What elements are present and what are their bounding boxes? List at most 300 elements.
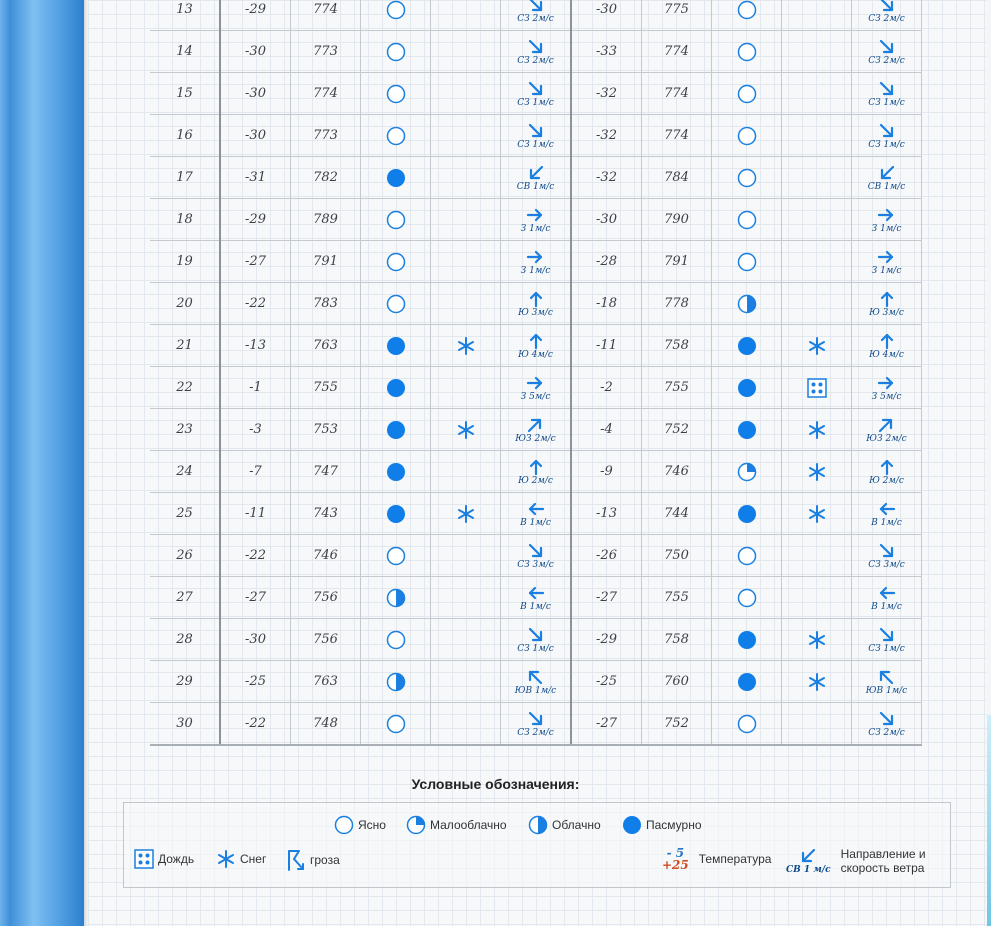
temperature-evening-cell: -2 (571, 367, 642, 409)
phenomena-day-cell (431, 409, 501, 451)
phenomena-day-cell (431, 535, 501, 577)
wind-arrow-icon (878, 0, 896, 14)
wind-label: СЗ 2м/с (517, 13, 554, 24)
cloudiness-evening-cell (712, 199, 782, 241)
snow-icon (456, 504, 476, 524)
clear-sky-icon (386, 714, 406, 734)
day-cell: 14 (150, 31, 220, 73)
legend-temperature (662, 847, 771, 871)
snow-icon (456, 336, 476, 356)
cloudiness-day-cell (361, 619, 431, 661)
temperature-day-cell: -30 (220, 115, 291, 157)
clear-sky-icon (737, 252, 757, 272)
wind-day-cell (501, 115, 572, 157)
wind-indicator (518, 458, 553, 486)
diary-row (150, 703, 922, 746)
overcast-icon (737, 378, 757, 398)
phenomena-day-cell (431, 661, 501, 703)
temperature-day-cell: -27 (220, 241, 291, 283)
cloudiness-evening-cell (712, 31, 782, 73)
wind-label: В 1м/с (871, 601, 902, 612)
wind-indicator (517, 542, 554, 570)
wind-label: СЗ 1м/с (517, 643, 554, 654)
pressure-day-cell: 753 (291, 409, 361, 451)
day-cell: 26 (150, 535, 220, 577)
wind-day-cell (501, 0, 572, 31)
legend-snow (216, 849, 266, 869)
wind-label: В 1м/с (871, 517, 902, 528)
pressure-day-cell: 756 (291, 577, 361, 619)
wind-evening-cell (852, 661, 922, 703)
clear-sky-icon (737, 588, 757, 608)
wind-evening-cell (852, 619, 922, 661)
wind-label: СЗ 1м/с (517, 139, 554, 150)
cloudiness-day-cell (361, 0, 431, 31)
legend-storm (286, 849, 340, 871)
diary-row (150, 451, 922, 493)
legend-box (123, 802, 951, 888)
phenomena-evening-cell (782, 115, 852, 157)
temperature-evening-cell: -30 (571, 199, 642, 241)
phenomena-evening-cell (782, 367, 852, 409)
cloudy-icon (386, 672, 406, 692)
phenomena-evening-cell (782, 661, 852, 703)
temperature-day-cell: -22 (220, 283, 291, 325)
temperature-evening-cell: -4 (571, 409, 642, 451)
day-cell: 30 (150, 703, 220, 746)
wind-arrow-icon (527, 458, 545, 476)
pressure-evening-cell: 746 (642, 451, 712, 493)
diary-row (150, 619, 922, 661)
phenomena-evening-cell (782, 451, 852, 493)
wind-label: СЗ 3м/с (868, 559, 905, 570)
wind-arrow-icon (878, 122, 896, 140)
pressure-day-cell: 747 (291, 451, 361, 493)
wind-arrow-icon (527, 710, 545, 728)
wind-indicator (520, 584, 551, 612)
cloudy-icon (737, 294, 757, 314)
wind-label: СЗ 1м/с (868, 643, 905, 654)
temperature-day-cell: -30 (220, 31, 291, 73)
wind-indicator (868, 122, 905, 150)
cloudiness-evening-cell (712, 283, 782, 325)
cloudiness-evening-cell (712, 619, 782, 661)
pressure-day-cell: 783 (291, 283, 361, 325)
phenomena-day-cell (431, 577, 501, 619)
wind-label: З 5м/с (871, 391, 902, 402)
day-cell: 18 (150, 199, 220, 241)
phenomena-day-cell (431, 619, 501, 661)
legend-temperature-label: Температура (698, 852, 772, 866)
wind-evening-cell (852, 703, 922, 746)
pressure-day-cell: 773 (291, 31, 361, 73)
wind-arrow-icon (878, 710, 896, 728)
pressure-evening-cell: 791 (642, 241, 712, 283)
wind-sample-label: СВ 1 м/с (786, 865, 831, 875)
wind-arrow-icon (878, 458, 896, 476)
temperature-day-cell: -30 (220, 73, 291, 115)
overcast-icon (622, 815, 642, 835)
wind-arrow-icon (878, 164, 896, 182)
wind-arrow-icon (527, 0, 545, 14)
temperature-evening-cell: -32 (571, 115, 642, 157)
wind-day-cell (501, 199, 572, 241)
wind-label: ЮВ 1м/с (865, 685, 908, 696)
temperature-evening-cell: -32 (571, 73, 642, 115)
wind-arrow-icon (877, 248, 895, 266)
cloudiness-day-cell (361, 325, 431, 367)
temperature-evening-cell: -18 (571, 283, 642, 325)
wind-day-cell (501, 157, 572, 199)
wind-indicator (517, 122, 554, 150)
diary-row (150, 0, 922, 31)
wind-evening-cell (852, 577, 922, 619)
temperature-evening-cell: -33 (571, 31, 642, 73)
day-cell: 21 (150, 325, 220, 367)
overcast-icon (737, 420, 757, 440)
pressure-evening-cell: 774 (642, 31, 712, 73)
snow-icon (807, 420, 827, 440)
wind-indicator (868, 710, 905, 738)
wind-day-cell (501, 283, 572, 325)
wind-arrow-icon (878, 584, 896, 602)
diary-row (150, 325, 922, 367)
legend-overcast-label: Пасмурно (646, 818, 702, 832)
wind-indicator (868, 38, 905, 66)
wind-arrow-icon (877, 374, 895, 392)
pressure-evening-cell: 758 (642, 325, 712, 367)
pressure-evening-cell: 784 (642, 157, 712, 199)
diary-row (150, 115, 922, 157)
wind-label: СЗ 1м/с (868, 139, 905, 150)
wind-indicator (520, 500, 551, 528)
wind-evening-cell (852, 73, 922, 115)
wind-arrow-icon (527, 542, 545, 560)
wind-label: З 1м/с (520, 223, 551, 234)
wind-label: З 1м/с (871, 265, 902, 276)
wind-arrow-icon (527, 38, 545, 56)
pressure-evening-cell: 750 (642, 535, 712, 577)
legend-rain (134, 849, 194, 869)
thunderstorm-icon (286, 849, 306, 871)
overcast-icon (386, 336, 406, 356)
cloudiness-evening-cell (712, 73, 782, 115)
wind-indicator (521, 248, 551, 276)
clear-sky-icon (386, 42, 406, 62)
legend-wind-label-2: скорость ветра (840, 861, 925, 875)
wind-day-cell (501, 661, 572, 703)
cloudiness-day-cell (361, 31, 431, 73)
phenomena-day-cell (431, 157, 501, 199)
cloudiness-evening-cell (712, 367, 782, 409)
wind-day-cell (501, 409, 572, 451)
wind-label: ЮЗ 2м/с (515, 433, 556, 444)
day-cell: 15 (150, 73, 220, 115)
phenomena-evening-cell (782, 619, 852, 661)
wind-label: В 1м/с (520, 601, 551, 612)
wind-indicator (866, 416, 906, 444)
phenomena-evening-cell (782, 703, 852, 746)
diary-row (150, 661, 922, 703)
clear-sky-icon (737, 546, 757, 566)
wind-arrow-icon (799, 847, 817, 865)
pressure-day-cell: 791 (291, 241, 361, 283)
day-cell: 24 (150, 451, 220, 493)
diary-row (150, 493, 922, 535)
pressure-day-cell: 789 (291, 199, 361, 241)
cloudiness-evening-cell (712, 535, 782, 577)
wind-evening-cell (852, 367, 922, 409)
wind-arrow-icon (878, 38, 896, 56)
cloudiness-evening-cell (712, 157, 782, 199)
diary-row (150, 199, 922, 241)
wind-day-cell (501, 367, 572, 409)
clear-sky-icon (737, 210, 757, 230)
wind-label: Ю 4м/с (869, 349, 904, 360)
temperature-day-cell: -25 (220, 661, 291, 703)
wind-arrow-icon (527, 122, 545, 140)
phenomena-day-cell (431, 367, 501, 409)
clear-sky-icon (737, 714, 757, 734)
phenomena-evening-cell (782, 73, 852, 115)
wind-indicator (517, 164, 555, 192)
temperature-evening-cell: -32 (571, 157, 642, 199)
legend-snow-label: Снег (240, 852, 267, 866)
partly-cloudy-icon (406, 815, 426, 835)
legend-partly-label: Малооблачно (430, 818, 507, 832)
wind-indicator (515, 416, 555, 444)
clear-sky-icon (386, 210, 406, 230)
phenomena-evening-cell (782, 577, 852, 619)
temperature-evening-cell: -27 (571, 703, 642, 746)
clear-sky-icon (386, 84, 406, 104)
pressure-day-cell: 763 (291, 661, 361, 703)
cloudiness-day-cell (361, 451, 431, 493)
legend-clear (334, 815, 386, 835)
overcast-icon (737, 336, 757, 356)
wind-label: СЗ 2м/с (868, 727, 905, 738)
overcast-icon (386, 462, 406, 482)
snow-icon (807, 504, 827, 524)
temperature-day-cell: -3 (220, 409, 291, 451)
wind-indicator (871, 584, 902, 612)
diary-row (150, 283, 922, 325)
wind-label: СЗ 2м/с (868, 55, 905, 66)
temperature-day-cell: -29 (220, 0, 291, 31)
pressure-day-cell: 782 (291, 157, 361, 199)
wind-evening-cell (852, 325, 922, 367)
legend-title: Условные обозначения: (411, 776, 580, 792)
temperature-evening-cell: -9 (571, 451, 642, 493)
cloudiness-day-cell (361, 157, 431, 199)
legend-cloudy-label: Облачно (552, 818, 601, 832)
snow-icon (807, 672, 827, 692)
diary-row (150, 31, 922, 73)
diary-row (150, 577, 922, 619)
clear-sky-icon (386, 294, 406, 314)
temperature-day-cell: -22 (220, 703, 291, 746)
overcast-icon (737, 672, 757, 692)
overcast-icon (386, 378, 406, 398)
temperature-evening-cell: -26 (571, 535, 642, 577)
cloudiness-day-cell (361, 241, 431, 283)
temperature-day-cell: -11 (220, 493, 291, 535)
temperature-evening-cell: -30 (571, 0, 642, 31)
wind-day-cell (501, 451, 572, 493)
day-cell: 23 (150, 409, 220, 451)
wind-label: З 1м/с (520, 265, 551, 276)
wind-arrow-icon (526, 374, 544, 392)
cloudiness-day-cell (361, 661, 431, 703)
wind-day-cell (501, 493, 572, 535)
cloudiness-evening-cell (712, 703, 782, 746)
cloudiness-day-cell (361, 577, 431, 619)
phenomena-day-cell (431, 493, 501, 535)
legend-cloudy (528, 815, 601, 835)
cloudiness-evening-cell (712, 451, 782, 493)
wind-evening-cell (852, 535, 922, 577)
clear-sky-icon (386, 630, 406, 650)
clear-sky-icon (737, 42, 757, 62)
wind-indicator (517, 710, 554, 738)
wind-indicator (518, 290, 553, 318)
snow-icon (456, 420, 476, 440)
pressure-evening-cell: 790 (642, 199, 712, 241)
cloudiness-day-cell (361, 115, 431, 157)
phenomena-evening-cell (782, 535, 852, 577)
wind-day-cell (501, 703, 572, 746)
wind-label: СЗ 2м/с (517, 727, 554, 738)
temperature-evening-cell: -28 (571, 241, 642, 283)
wind-sample (786, 847, 831, 875)
overcast-icon (386, 420, 406, 440)
wind-indicator (515, 668, 556, 696)
wind-arrow-icon (527, 80, 545, 98)
phenomena-evening-cell (782, 0, 852, 31)
wind-indicator (517, 38, 554, 66)
temperature-day-cell: -7 (220, 451, 291, 493)
wind-arrow-icon (527, 626, 545, 644)
legend-overcast (622, 815, 702, 835)
cloudiness-evening-cell (712, 661, 782, 703)
cloudy-icon (528, 815, 548, 835)
cloudiness-evening-cell (712, 577, 782, 619)
temperature-sample (662, 847, 689, 871)
legend-wind-label-1: Направление и (840, 847, 926, 861)
wind-arrow-icon (526, 416, 544, 434)
rain-icon (807, 378, 827, 398)
wind-day-cell (501, 325, 572, 367)
wind-label: ЮЗ 2м/с (866, 433, 907, 444)
wind-label: З 5м/с (520, 391, 551, 402)
wind-arrow-icon (527, 584, 545, 602)
phenomena-evening-cell (782, 493, 852, 535)
legend-partly (406, 815, 507, 835)
clear-sky-icon (386, 0, 406, 20)
pressure-evening-cell: 760 (642, 661, 712, 703)
wind-indicator (869, 332, 904, 360)
day-cell: 20 (150, 283, 220, 325)
wind-arrow-icon (878, 626, 896, 644)
wind-arrow-icon (878, 332, 896, 350)
phenomena-day-cell (431, 451, 501, 493)
temperature-evening-cell: -11 (571, 325, 642, 367)
pressure-day-cell: 774 (291, 73, 361, 115)
cloudiness-day-cell (361, 409, 431, 451)
cloudiness-evening-cell (712, 115, 782, 157)
day-cell: 13 (150, 0, 220, 31)
pressure-day-cell: 743 (291, 493, 361, 535)
wind-indicator (872, 206, 902, 234)
wind-label: Ю 3м/с (518, 307, 553, 318)
diary-row (150, 367, 922, 409)
pressure-evening-cell: 752 (642, 409, 712, 451)
wind-day-cell (501, 73, 572, 115)
phenomena-day-cell (431, 703, 501, 746)
temperature-day-cell: -31 (220, 157, 291, 199)
cloudiness-day-cell (361, 283, 431, 325)
wind-label: СЗ 3м/с (517, 559, 554, 570)
wind-indicator (872, 248, 902, 276)
wind-arrow-icon (527, 500, 545, 518)
temperature-evening-cell: -25 (571, 661, 642, 703)
wind-arrow-icon (527, 290, 545, 308)
weather-diary-table (150, 0, 922, 746)
wind-label: Ю 2м/с (869, 475, 904, 486)
cloudiness-day-cell (361, 73, 431, 115)
phenomena-evening-cell (782, 31, 852, 73)
temperature-evening-cell: -13 (571, 493, 642, 535)
wind-evening-cell (852, 199, 922, 241)
wind-arrow-icon (878, 542, 896, 560)
pressure-evening-cell: 752 (642, 703, 712, 746)
phenomena-day-cell (431, 0, 501, 31)
legend-clear-label: Ясно (358, 818, 386, 832)
pressure-evening-cell: 744 (642, 493, 712, 535)
snow-icon (807, 462, 827, 482)
wind-indicator (871, 500, 902, 528)
wind-evening-cell (852, 409, 922, 451)
wind-evening-cell (852, 157, 922, 199)
wind-indicator (869, 458, 904, 486)
pressure-day-cell: 756 (291, 619, 361, 661)
wind-arrow-icon (527, 164, 545, 182)
wind-indicator (521, 206, 551, 234)
clear-sky-icon (737, 126, 757, 146)
phenomena-evening-cell (782, 409, 852, 451)
pressure-evening-cell: 758 (642, 619, 712, 661)
pressure-evening-cell: 755 (642, 367, 712, 409)
wind-label: З 1м/с (871, 223, 902, 234)
cloudiness-day-cell (361, 535, 431, 577)
pressure-day-cell: 763 (291, 325, 361, 367)
legend-wind (786, 847, 926, 875)
decorative-right-edge (987, 715, 991, 926)
wind-arrow-icon (526, 206, 544, 224)
pressure-evening-cell: 775 (642, 0, 712, 31)
diary-row (150, 409, 922, 451)
temperature-positive-sample: +25 (662, 858, 689, 872)
legend-rain-label: Дождь (158, 852, 195, 866)
day-cell: 17 (150, 157, 220, 199)
phenomena-day-cell (431, 115, 501, 157)
phenomena-day-cell (431, 325, 501, 367)
snow-icon (216, 849, 236, 869)
cloudiness-day-cell (361, 199, 431, 241)
wind-label: Ю 2м/с (518, 475, 553, 486)
wind-label: В 1м/с (520, 517, 551, 528)
legend-storm-label: гроза (310, 853, 340, 867)
